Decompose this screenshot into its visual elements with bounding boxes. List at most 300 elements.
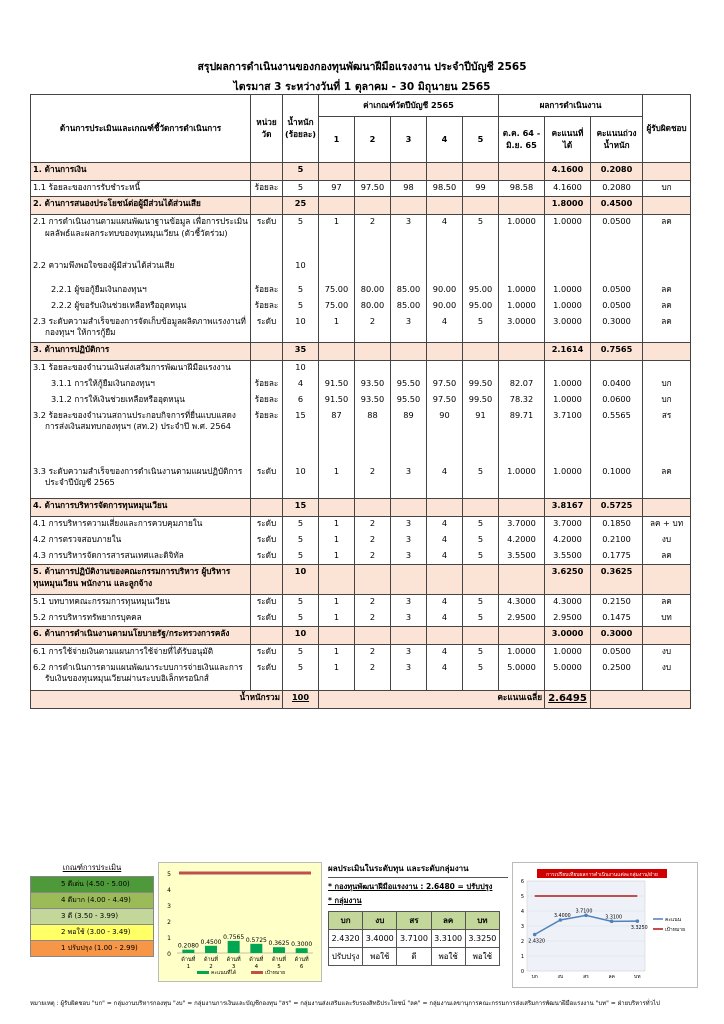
criteria-label: 5.1 บทบาทคณะกรรมการทุนหมุนเวียน <box>31 595 251 611</box>
weight-cell: 10 <box>283 465 319 499</box>
legend-label: เป้าหมาย <box>665 927 686 933</box>
target-cell: 3 <box>391 549 427 565</box>
table-row <box>31 517 691 533</box>
header-result-group: ผลการดำเนินงาน <box>499 95 643 117</box>
target-cell: 2 <box>355 595 391 611</box>
target-cell: 95.50 <box>391 377 427 393</box>
weighted-score-cell: 0.0500 <box>591 645 643 661</box>
result-cell <box>499 361 545 377</box>
owner-cell: งบ <box>643 645 691 661</box>
target-cell: 2 <box>355 549 391 565</box>
target-cell: 85.00 <box>391 299 427 315</box>
score-cell: 1.0000 <box>545 283 591 299</box>
target-cell: 5 <box>463 549 499 565</box>
target-cell <box>391 565 427 595</box>
weight-cell: 5 <box>283 661 319 691</box>
target-cell <box>427 343 463 361</box>
target-cell: 1 <box>319 533 355 549</box>
target-cell <box>355 565 391 595</box>
target-cell: 2 <box>355 517 391 533</box>
target-cell <box>391 163 427 181</box>
criteria-label: 4.1 การบริหารความเสี่ยงและการควบคุมภายใน <box>31 517 251 533</box>
target-cell: 4 <box>427 517 463 533</box>
fund-result: * กองทุนพัฒนาฝีมือแรงงาน : 2.6480 = ปรับปรุง <box>328 882 493 891</box>
owner-cell: ลค <box>643 299 691 315</box>
owner-cell <box>643 259 691 283</box>
footnote: หมายเหตุ : ผู้รับผิดชอบ "บก" = กลุ่มงานบริหารกองทุน "งบ" = กลุ่มงานการเงินและบัญชีกองทุน "สร" = กลุ่มงานส่งเสริมและรับรองสิทธิประโยชน์ "ลค" = กลุ่มงานเลขานุการคณะกรรมการส่งเสริมการพัฒนาฝีมือแรงงาน "บท" = ฝ่ายบริหารทั่วไป <box>30 1000 660 1007</box>
y-tick-label: 2 <box>167 919 171 926</box>
target-cell: 3 <box>391 595 427 611</box>
target-cell: 3 <box>391 661 427 691</box>
target-cell: 97 <box>319 181 355 197</box>
section-row <box>31 163 691 181</box>
result-cell <box>499 627 545 645</box>
summary-rating-cell: พอใช้ <box>465 948 499 966</box>
x-tick-label: ด้านที่ <box>181 957 196 963</box>
table-row <box>31 409 691 465</box>
section-row <box>31 565 691 595</box>
owner-cell: สร <box>643 409 691 465</box>
target-cell: 5 <box>463 517 499 533</box>
weight-cell: 15 <box>283 499 319 517</box>
score-cell: 3.6250 <box>545 565 591 595</box>
owner-cell: ลค <box>643 595 691 611</box>
legend-item: 4 ดีมาก (4.00 - 4.49) <box>30 893 154 909</box>
target-cell: 5 <box>463 315 499 343</box>
unit-cell <box>251 565 283 595</box>
legend-label: คะแนนที่ได้ <box>211 970 237 976</box>
unit-cell <box>251 343 283 361</box>
header-period: ต.ค. 64 - มิ.ย. 65 <box>499 117 545 163</box>
criteria-label: 2.3 ระดับความสำเร็จของการจัดเก็บข้อมูลผลิตภาพแรงงานที่กองทุนฯ ให้การกู้ยืม <box>31 315 251 343</box>
criteria-label: 3.2 ร้อยละของจำนวนสถานประกอบกิจการที่ยื่นแบบแสดงการส่งเงินสมทบกองทุนฯ (สท.2) ประจำปี พ.ศ. 2564 <box>31 409 251 465</box>
criteria-label: 2.2 ความพึงพอใจของผู้มีส่วนได้ส่วนเสีย <box>31 259 251 283</box>
owner-cell: ลค <box>643 215 691 259</box>
data-label: 0.5725 <box>245 936 267 944</box>
legend-swatch <box>197 971 209 974</box>
target-cell: 91 <box>463 409 499 465</box>
target-cell <box>427 163 463 181</box>
target-cell: 91.50 <box>319 393 355 409</box>
score-cell: 5.0000 <box>545 661 591 691</box>
summary-group-cell: งบ <box>363 912 397 930</box>
header-level: 2 <box>355 117 391 163</box>
header-score: คะแนนที่ได้ <box>545 117 591 163</box>
target-cell: 3 <box>391 533 427 549</box>
x-tick-label: 3 <box>231 964 236 970</box>
target-cell: 5 <box>463 661 499 691</box>
target-cell: 3 <box>391 645 427 661</box>
target-cell: 98.50 <box>427 181 463 197</box>
unit-cell: ระดับ <box>251 595 283 611</box>
y-tick-label: 4 <box>520 909 524 915</box>
legend-item: 1 ปรับปรุง (1.00 - 2.99) <box>30 941 154 957</box>
data-label: 2.4320 <box>528 939 546 945</box>
target-cell: 5 <box>463 215 499 259</box>
data-label: 0.4500 <box>200 938 222 946</box>
table-row <box>31 361 691 377</box>
target-cell: 95.00 <box>463 299 499 315</box>
table-row <box>31 549 691 565</box>
target-cell: 1 <box>319 465 355 499</box>
criteria-label: 4.2 การตรวจสอบภายใน <box>31 533 251 549</box>
summary-score-cell: 3.3100 <box>431 930 465 948</box>
header-level: 5 <box>463 117 499 163</box>
target-cell <box>391 361 427 377</box>
target-cell: 4 <box>427 465 463 499</box>
unit-cell <box>251 499 283 517</box>
result-cell: 3.5500 <box>499 549 545 565</box>
score-cell: 1.0000 <box>545 393 591 409</box>
target-cell: 97.50 <box>427 393 463 409</box>
owner-cell: บก <box>643 377 691 393</box>
average-label: คะแนนเฉลี่ย <box>319 691 545 709</box>
target-cell <box>427 627 463 645</box>
header-level: 3 <box>391 117 427 163</box>
weighted-score-cell: 0.5565 <box>591 409 643 465</box>
table-row <box>31 215 691 259</box>
result-cell: 1.0000 <box>499 645 545 661</box>
total-weight: 100 <box>283 691 319 709</box>
table-row <box>31 595 691 611</box>
target-cell <box>319 259 355 283</box>
weighted-score-cell: 0.0500 <box>591 283 643 299</box>
criteria-label: 2.1 การดำเนินงานตามแผนพัฒนาฐานข้อมูล เพื่อการประเมินผลลัพธ์และผลกระทบของทุนหมุนเวียน (ตัวชี้วัดร่วม) <box>31 215 251 259</box>
header-target-group: ค่าเกณฑ์วัดปีบัญชี 2565 <box>319 95 499 117</box>
weighted-score-cell: 0.0500 <box>591 215 643 259</box>
unit-cell <box>251 197 283 215</box>
unit-cell: ร้อยละ <box>251 377 283 393</box>
report-subtitle: ไตรมาส 3 ระหว่างวันที่ 1 ตุลาคม - 30 มิถุนายน 2565 <box>233 81 491 93</box>
legend-label: คะแนน <box>665 917 682 923</box>
weight-cell: 25 <box>283 197 319 215</box>
result-cell <box>499 163 545 181</box>
summary-group-cell: บก <box>329 912 363 930</box>
target-cell: 99.50 <box>463 393 499 409</box>
score-cell: 4.1600 <box>545 181 591 197</box>
result-cell: 78.32 <box>499 393 545 409</box>
target-cell <box>463 565 499 595</box>
bar <box>228 941 240 953</box>
criteria-legend <box>30 862 154 957</box>
owner-cell <box>643 197 691 215</box>
weighted-score-cell: 0.3000 <box>591 315 643 343</box>
table-row <box>31 377 691 393</box>
target-cell: 88 <box>355 409 391 465</box>
x-tick-label: ด้านที่ <box>271 957 287 963</box>
summary-rating-cell: พอใช้ <box>431 948 465 966</box>
weighted-score-cell <box>591 361 643 377</box>
owner-cell <box>643 343 691 361</box>
weighted-score-cell: 0.0600 <box>591 393 643 409</box>
target-cell <box>355 627 391 645</box>
target-cell: 1 <box>319 549 355 565</box>
owner-cell: ลค <box>643 465 691 499</box>
summary-rating-cell: ดี <box>397 948 431 966</box>
criteria-label: 4. ด้านการบริหารจัดการทุนหมุนเวียน <box>31 499 251 517</box>
weight-cell: 10 <box>283 361 319 377</box>
criteria-label: 5.2 การบริหารทรัพยากรบุคคล <box>31 611 251 627</box>
unit-cell: ร้อยละ <box>251 299 283 315</box>
owner-cell: ลค <box>643 283 691 299</box>
summary-score-cell: 2.4320 <box>329 930 363 948</box>
target-cell: 1 <box>319 315 355 343</box>
y-tick-label: 5 <box>167 871 171 878</box>
target-cell <box>391 259 427 283</box>
criteria-label: 3. ด้านการปฏิบัติการ <box>31 343 251 361</box>
target-cell: 99.50 <box>463 377 499 393</box>
weight-cell: 5 <box>283 163 319 181</box>
weight-cell: 6 <box>283 393 319 409</box>
legend-swatch <box>251 971 263 974</box>
criteria-label: 2.2.1 ผู้ขอกู้ยืมเงินกองทุนฯ <box>31 283 251 299</box>
owner-cell: บก <box>643 181 691 197</box>
target-cell <box>355 197 391 215</box>
target-cell: 2 <box>355 465 391 499</box>
target-cell <box>463 361 499 377</box>
target-cell: 97.50 <box>427 377 463 393</box>
target-cell <box>319 163 355 181</box>
target-cell: 90 <box>427 409 463 465</box>
target-cell <box>427 361 463 377</box>
target-cell <box>319 627 355 645</box>
weight-cell: 10 <box>283 315 319 343</box>
summary-score-cell: 3.7100 <box>397 930 431 948</box>
target-cell <box>355 499 391 517</box>
target-cell <box>391 627 427 645</box>
bar <box>273 947 285 953</box>
target-cell: 93.50 <box>355 377 391 393</box>
result-cell: 5.0000 <box>499 661 545 691</box>
bar <box>296 948 308 953</box>
section-row <box>31 197 691 215</box>
summary-score-cell: 3.3250 <box>465 930 499 948</box>
unit-cell: ร้อยละ <box>251 283 283 299</box>
weight-cell: 10 <box>283 565 319 595</box>
target-cell: 3 <box>391 517 427 533</box>
summary-rating-cell: พอใช้ <box>363 948 397 966</box>
bar <box>205 946 217 953</box>
weighted-score-cell: 0.5725 <box>591 499 643 517</box>
average-score: 2.6495 <box>545 691 591 709</box>
weighted-score-cell: 0.2150 <box>591 595 643 611</box>
result-cell: 1.0000 <box>499 215 545 259</box>
target-cell <box>355 163 391 181</box>
target-cell: 5 <box>463 611 499 627</box>
target-cell: 2 <box>355 645 391 661</box>
evaluation-table <box>30 94 691 709</box>
target-cell: 95.50 <box>391 393 427 409</box>
target-cell: 95.00 <box>463 283 499 299</box>
weight-cell: 5 <box>283 533 319 549</box>
owner-cell: ลค <box>643 549 691 565</box>
x-tick-label: ด้านที่ <box>294 957 309 963</box>
target-cell: 1 <box>319 595 355 611</box>
target-cell <box>391 499 427 517</box>
category-score-chart <box>158 862 322 982</box>
result-cell: 4.2000 <box>499 533 545 549</box>
data-point <box>533 933 537 937</box>
target-cell <box>427 259 463 283</box>
target-cell: 75.00 <box>319 283 355 299</box>
target-cell <box>355 343 391 361</box>
x-tick-label: ด้านที่ <box>249 957 264 963</box>
unit-cell <box>251 627 283 645</box>
target-cell <box>463 163 499 181</box>
weighted-score-cell: 0.2080 <box>591 163 643 181</box>
target-cell: 93.50 <box>355 393 391 409</box>
criteria-label: 2.2.2 ผู้ขอรับเงินช่วยเหลือหรืออุดหนุน <box>31 299 251 315</box>
target-cell: 87 <box>319 409 355 465</box>
result-cell: 89.71 <box>499 409 545 465</box>
target-cell: 98 <box>391 181 427 197</box>
target-cell: 89 <box>391 409 427 465</box>
criteria-label: 1.1 ร้อยละของการรับชำระหนี้ <box>31 181 251 197</box>
weight-cell: 5 <box>283 611 319 627</box>
x-tick-label: 4 <box>254 964 259 970</box>
header-weight: น้ำหนัก (ร้อยละ) <box>283 95 319 163</box>
unit-cell: ร้อยละ <box>251 393 283 409</box>
table-row <box>31 661 691 691</box>
target-cell: 2 <box>355 661 391 691</box>
header-criteria: ด้านการประเมินและเกณฑ์ชี้วัดการดำเนินการ <box>31 95 251 163</box>
weighted-score-cell: 0.1000 <box>591 465 643 499</box>
summary-group-cell: บท <box>465 912 499 930</box>
weight-cell: 5 <box>283 299 319 315</box>
weight-cell: 5 <box>283 595 319 611</box>
owner-cell: งบ <box>643 661 691 691</box>
target-cell <box>391 343 427 361</box>
target-cell: 1 <box>319 611 355 627</box>
data-label: 3.7100 <box>575 909 593 915</box>
result-cell: 1.0000 <box>499 465 545 499</box>
target-cell: 5 <box>463 645 499 661</box>
criteria-label: 3.3 ระดับความสำเร็จของการดำเนินงานตามแผนปฏิบัติการ ประจำปีบัญชี 2565 <box>31 465 251 499</box>
data-label: 0.2080 <box>177 942 199 950</box>
section-row <box>31 499 691 517</box>
summary-group-cell: สร <box>397 912 431 930</box>
unit-cell: ระดับ <box>251 517 283 533</box>
target-cell: 2 <box>355 533 391 549</box>
score-cell: 1.0000 <box>545 299 591 315</box>
target-cell: 3 <box>391 215 427 259</box>
total-row <box>31 691 691 709</box>
score-cell: 3.7100 <box>545 409 591 465</box>
criteria-label: 5. ด้านการปฏิบัติงานของคณะกรรมการบริหาร ผู้บริหารทุนหมุนเวียน พนักงาน และลูกจ้าง <box>31 565 251 595</box>
target-cell: 97.50 <box>355 181 391 197</box>
y-tick-label: 4 <box>167 887 171 894</box>
criteria-label: 4.3 การบริหารจัดการสารสนเทศและดิจิทัล <box>31 549 251 565</box>
score-cell <box>545 361 591 377</box>
table-row <box>31 465 691 499</box>
x-tick-label: 1 <box>186 964 191 970</box>
criteria-label: 3.1.2 การให้เงินช่วยเหลือหรืออุดหนุน <box>31 393 251 409</box>
unit-cell: ระดับ <box>251 645 283 661</box>
score-cell: 3.5500 <box>545 549 591 565</box>
unit-cell: ระดับ <box>251 315 283 343</box>
y-tick-label: 1 <box>520 954 524 960</box>
weighted-score-cell <box>591 259 643 283</box>
target-cell <box>427 499 463 517</box>
data-label: 0.7565 <box>223 933 245 941</box>
summary-score-cell: 3.4000 <box>363 930 397 948</box>
data-label: 3.3250 <box>630 926 648 932</box>
score-cell: 1.0000 <box>545 645 591 661</box>
legend-label: เป้าหมาย <box>265 970 286 976</box>
target-cell: 5 <box>463 533 499 549</box>
score-cell: 4.1600 <box>545 163 591 181</box>
weight-cell: 5 <box>283 517 319 533</box>
result-cell <box>499 197 545 215</box>
target-cell <box>391 197 427 215</box>
criteria-label: 6.2 การดำเนินการตามแผนพัฒนาระบบการจ่ายเงินและการรับเงินของทุนหมุนเวียนผ่านระบบอิเล็กทรอนิกส์ <box>31 661 251 691</box>
owner-cell <box>643 565 691 595</box>
result-cell: 1.0000 <box>499 283 545 299</box>
summary-group-cell: ลค <box>431 912 465 930</box>
target-cell <box>427 197 463 215</box>
result-cell <box>499 499 545 517</box>
score-cell: 3.0000 <box>545 315 591 343</box>
unit-cell: ระดับ <box>251 215 283 259</box>
score-cell <box>545 259 591 283</box>
score-cell: 1.0000 <box>545 465 591 499</box>
criteria-label: 6. ด้านการดำเนินงานตามนโยบายรัฐ/กระทรวงการคลัง <box>31 627 251 645</box>
legend-item: 3 ดี (3.50 - 3.99) <box>30 909 154 925</box>
unit-cell: ระดับ <box>251 465 283 499</box>
summary-heading: ผลประเมินในระดับทุน และระดับกลุ่มงาน <box>328 862 508 878</box>
score-cell: 1.8000 <box>545 197 591 215</box>
target-cell <box>463 627 499 645</box>
data-label: 0.3000 <box>291 941 313 949</box>
owner-cell: บก <box>643 393 691 409</box>
target-cell <box>319 361 355 377</box>
unit-cell <box>251 163 283 181</box>
target-cell <box>427 565 463 595</box>
weighted-score-cell: 0.2500 <box>591 661 643 691</box>
result-cell: 2.9500 <box>499 611 545 627</box>
target-cell <box>463 499 499 517</box>
criteria-label: 2. ด้านการสนองประโยชน์ต่อผู้มีส่วนได้ส่วนเสีย <box>31 197 251 215</box>
result-cell: 3.7000 <box>499 517 545 533</box>
score-cell: 4.2000 <box>545 533 591 549</box>
section-row <box>31 343 691 361</box>
target-cell: 1 <box>319 645 355 661</box>
target-cell: 1 <box>319 517 355 533</box>
target-cell: 99 <box>463 181 499 197</box>
header-unit: หน่วยวัด <box>251 95 283 163</box>
weighted-score-cell: 0.1475 <box>591 611 643 627</box>
criteria-label: 6.1 การใช้จ่ายเงินตามแผนการใช้จ่ายที่ได้รับอนุมัติ <box>31 645 251 661</box>
unit-cell <box>251 361 283 377</box>
result-cell: 82.07 <box>499 377 545 393</box>
y-tick-label: 3 <box>167 903 171 910</box>
table-row <box>31 533 691 549</box>
weighted-score-cell: 0.3625 <box>591 565 643 595</box>
weight-cell: 10 <box>283 259 319 283</box>
owner-cell <box>643 163 691 181</box>
target-cell <box>319 343 355 361</box>
unit-cell: ระดับ <box>251 661 283 691</box>
legend-item: 2 พอใช้ (3.00 - 3.49) <box>30 925 154 941</box>
criteria-label: 3.1.1 การให้กู้ยืมเงินกองทุนฯ <box>31 377 251 393</box>
table-row <box>31 393 691 409</box>
table-row <box>31 645 691 661</box>
target-cell: 2 <box>355 215 391 259</box>
score-cell: 4.3000 <box>545 595 591 611</box>
owner-cell: ลค <box>643 315 691 343</box>
result-cell <box>499 343 545 361</box>
group-score-table <box>328 911 500 966</box>
